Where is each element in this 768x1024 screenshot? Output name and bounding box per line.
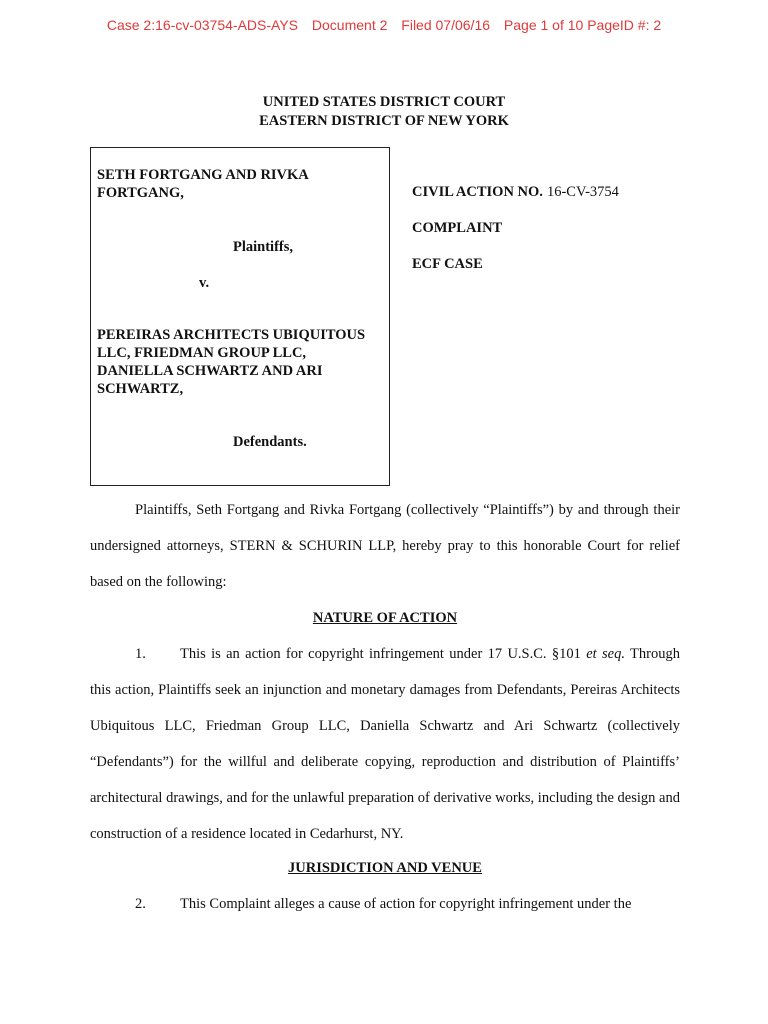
case-number: Case 2:16-cv-03754-ADS-AYS [106,17,299,33]
plaintiffs-line: SETH FORTGANG AND RIVKA [97,167,309,183]
defendants-line: LLC, FRIEDMAN GROUP LLC, [97,345,307,361]
document-number: Document 2 [311,17,388,33]
paragraph-italic: et seq. [586,646,625,662]
defendants-line: PEREIRAS ARCHITECTS UBIQUITOUS [97,327,366,343]
document-type: COMPLAINT [412,220,503,236]
nature-of-action-section [90,600,680,636]
paragraph-text: This is an action for copyright infringement under 17 U.S.C. §101 [180,646,587,662]
paragraph-text: Through this action, Plaintiffs seek an injunction and monetary damages from Defendants, Pereiras Architects Ubiquitous LLC, Friedman Group LLC, Daniella Schwartz and Ari Schwartz (collectively “Defendants”) for the willful and deliberate copying, reproduction and distribution of Plaintiffs’ architectural drawings, and for the unlawful preparation of derivative works, including the design and construction of a residence located in Cedarhurst, NY. [90,646,680,842]
page-id: Page 1 of 10 PageID #: 2 [503,17,662,33]
ecf-header-stamp [0,17,768,33]
defendants-line: DANIELLA SCHWARTZ AND ARI [97,363,323,379]
plaintiffs-names [97,166,382,202]
court-title [0,93,768,131]
versus-label: v. [199,275,210,291]
plaintiffs-label: Plaintiffs, [233,239,294,255]
filed-date: Filed 07/06/16 [401,17,491,33]
civil-action-number [412,183,619,201]
civil-action-label: CIVIL ACTION NO. [412,184,543,200]
court-district: EASTERN DISTRICT OF NEW YORK [259,113,509,129]
section-heading: NATURE OF ACTION [312,610,458,626]
court-name: UNITED STATES DISTRICT COURT [262,94,506,110]
jurisdiction-section [90,850,680,886]
paragraph-2 [90,886,680,922]
paragraph-number: 1. [135,646,146,662]
civil-action-value: 16-CV-3754 [546,184,619,200]
defendants-label: Defendants. [233,434,307,450]
paragraph-number: 2. [135,896,146,912]
intro-text: Plaintiffs, Seth Fortgang and Rivka Fortgang (collectively “Plaintiffs”) by and through their undersigned attorneys, STERN & SCHURIN LLP, hereby pray to this honorable Court for relief based on the following: [90,502,680,590]
paragraph-1 [90,636,680,852]
intro-paragraph [90,492,680,600]
defendants-line: SCHWARTZ, [97,381,184,397]
plaintiffs-line: FORTGANG, [97,185,184,201]
paragraph-text: This Complaint alleges a cause of action for copyright infringement under the [180,896,632,912]
defendants-names [97,326,387,398]
case-caption-box [90,147,390,486]
ecf-case-label: ECF CASE [412,256,483,272]
section-heading: JURISDICTION AND VENUE [288,860,482,876]
